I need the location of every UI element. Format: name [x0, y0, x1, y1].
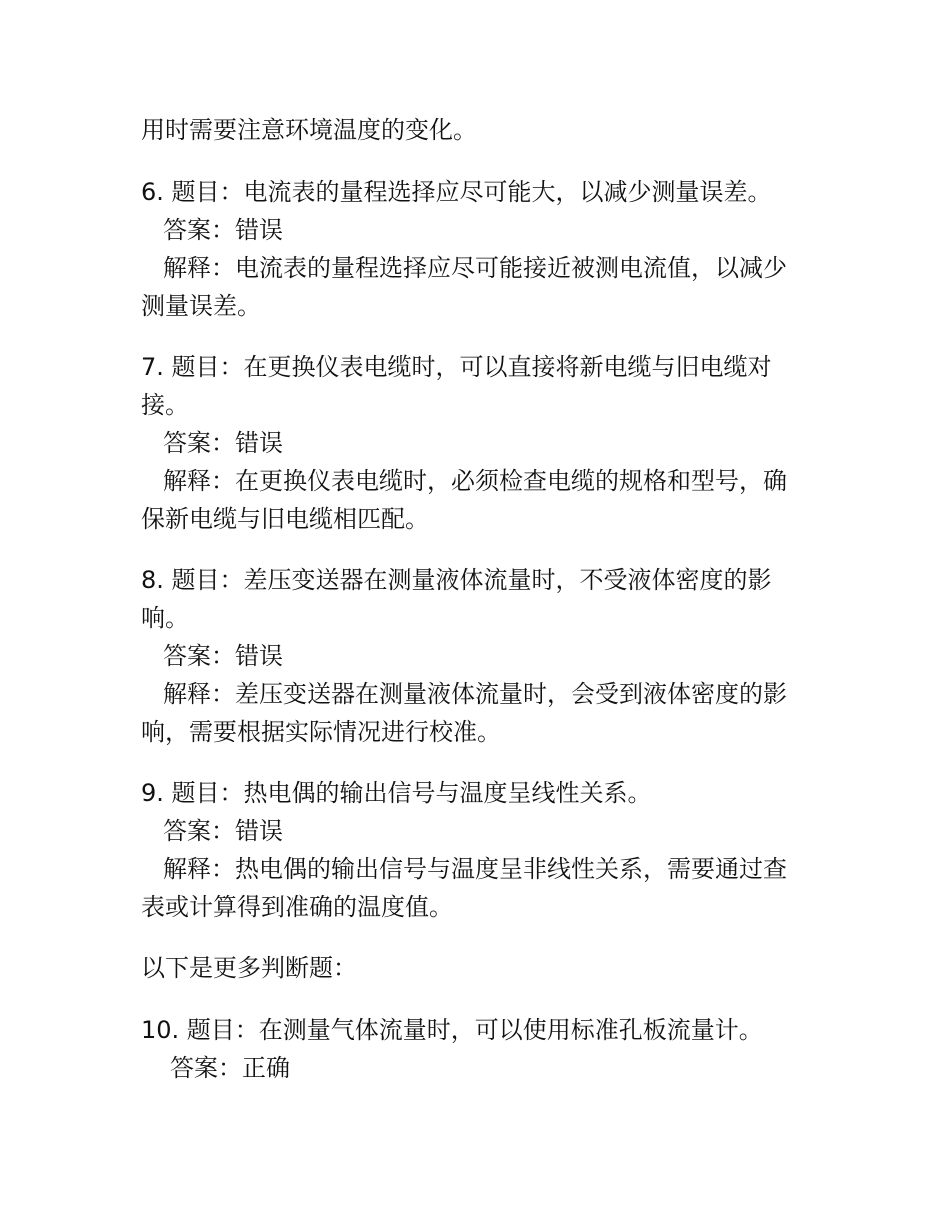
- text-line: 表或计算得到准确的温度值。: [141, 893, 453, 921]
- text-line: 测量误差。: [141, 292, 261, 320]
- text-line: 接。: [141, 391, 189, 419]
- question-7-explanation: 解释：在更换仪表电缆时，必须检查电缆的规格和型号，确: [163, 467, 787, 495]
- text-line: 响。: [141, 604, 189, 632]
- question-6-explanation: 解释：电流表的量程选择应尽可能接近被测电流值，以减少: [163, 254, 787, 282]
- text-line: 用时需要注意环境温度的变化。: [141, 116, 477, 144]
- question-8-answer: 答案：错误: [163, 642, 283, 670]
- question-8-explanation: 解释：差压变送器在测量液体流量时，会受到液体密度的影: [163, 680, 787, 708]
- question-9-answer: 答案：错误: [163, 817, 283, 845]
- question-9-title: 9. 题目：热电偶的输出信号与温度呈线性关系。: [141, 779, 652, 807]
- question-9-explanation: 解释：热电偶的输出信号与温度呈非线性关系，需要通过查: [163, 855, 787, 883]
- question-7-title: 7. 题目：在更换仪表电缆时，可以直接将新电缆与旧电缆对: [141, 353, 772, 381]
- question-10-answer: 答案：正确: [170, 1054, 290, 1082]
- question-8-title: 8. 题目：差压变送器在测量液体流量时，不受液体密度的影: [141, 566, 772, 594]
- text-line: 保新电缆与旧电缆相匹配。: [141, 505, 429, 533]
- question-7-answer: 答案：错误: [163, 429, 283, 457]
- text-line: 响，需要根据实际情况进行校准。: [141, 718, 501, 746]
- question-6-title: 6. 题目：电流表的量程选择应尽可能大，以减少测量误差。: [141, 178, 772, 206]
- question-10-title: 10. 题目：在测量气体流量时，可以使用标准孔板流量计。: [141, 1016, 763, 1044]
- section-heading: 以下是更多判断题：: [141, 954, 357, 982]
- question-6-answer: 答案：错误: [163, 216, 283, 244]
